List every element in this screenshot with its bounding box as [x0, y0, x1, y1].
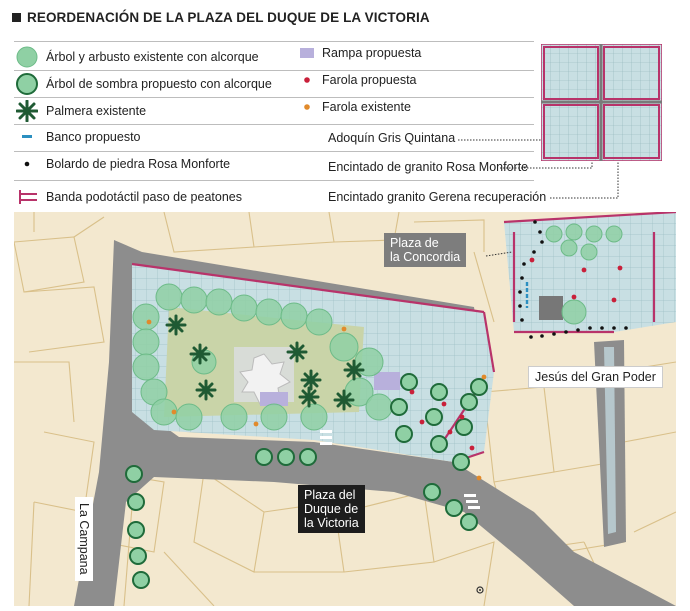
label-line: Plaza del: [304, 488, 356, 502]
label-la-campana: [75, 497, 93, 581]
title-text: REORDENACIÓN DE LA PLAZA DEL DUQUE DE LA VICTORIA: [27, 10, 430, 25]
label-line: La Campana: [77, 503, 91, 575]
streetlight-proposed-icon: [299, 73, 315, 87]
legend-item-tree-existing: [14, 46, 259, 68]
kiosk: [539, 296, 563, 320]
legend-label: Rampa propuesta: [322, 46, 422, 60]
legend-label: Farola existente: [322, 100, 411, 114]
title-square-icon: [12, 13, 21, 22]
label-line: Jesús del Gran Poder: [535, 370, 656, 384]
legend-item-ramp: [298, 46, 421, 60]
legend-item-tactile: [14, 188, 242, 206]
legend-item-tree-proposed: [14, 73, 272, 95]
label-line: la Concordia: [390, 250, 461, 264]
legend-item-paving-rosa: [328, 160, 528, 174]
legend-item-paving-gris: [328, 131, 455, 145]
legend-label: Encintado de granito Rosa Monforte: [328, 160, 529, 174]
legend-label: Banda podotáctil paso de peatones: [46, 190, 242, 204]
label-line: Duque de: [304, 502, 359, 516]
label-plaza-duque: [298, 485, 365, 533]
legend-item-streetlight-proposed: [298, 73, 417, 87]
bench-icon: [16, 129, 38, 145]
bollard-icon: [16, 156, 38, 172]
ramp: [374, 372, 400, 390]
legend-item-bench: [14, 129, 141, 145]
legend-item-paving-gerena: [328, 190, 546, 204]
tree-existing-icon: [16, 46, 38, 68]
ramp-icon: [299, 47, 315, 59]
palm-icon: [16, 100, 38, 122]
streetlight-existing-icon: [299, 100, 315, 114]
legend-divider: [14, 41, 534, 42]
legend-label: Encintado granito Gerena recuperación: [328, 190, 547, 204]
legend-label: Banco propuesto: [46, 130, 141, 144]
legend-item-bollard: [14, 156, 230, 172]
legend-divider: [14, 124, 534, 125]
legend-divider: [14, 180, 534, 181]
label-line: la Victoria: [304, 516, 359, 530]
site-plan-map: [14, 212, 676, 606]
legend-divider: [14, 70, 534, 71]
legend-label: Árbol y arbusto existente con alcorque: [46, 50, 259, 64]
label-plaza-concordia: [384, 233, 466, 267]
legend-divider: [14, 151, 534, 152]
label-gran-poder: [528, 366, 663, 388]
label-line: Plaza de: [390, 236, 439, 250]
paving-swatch: [541, 44, 662, 161]
legend-label: Adoquín Gris Quintana: [328, 131, 456, 145]
legend-label: Árbol de sombra propuesto con alcorque: [46, 77, 272, 91]
legend-item-palm: [14, 100, 146, 122]
tactile-strip-icon: [15, 188, 39, 206]
legend-label: Bolardo de piedra Rosa Monforte: [46, 157, 231, 171]
legend-label: Palmera existente: [46, 104, 147, 118]
map-title: [12, 10, 430, 25]
tree-proposed-icon: [16, 73, 38, 95]
legend-label: Farola propuesta: [322, 73, 417, 87]
legend-divider: [14, 97, 534, 98]
legend-item-streetlight-existing: [298, 100, 411, 114]
